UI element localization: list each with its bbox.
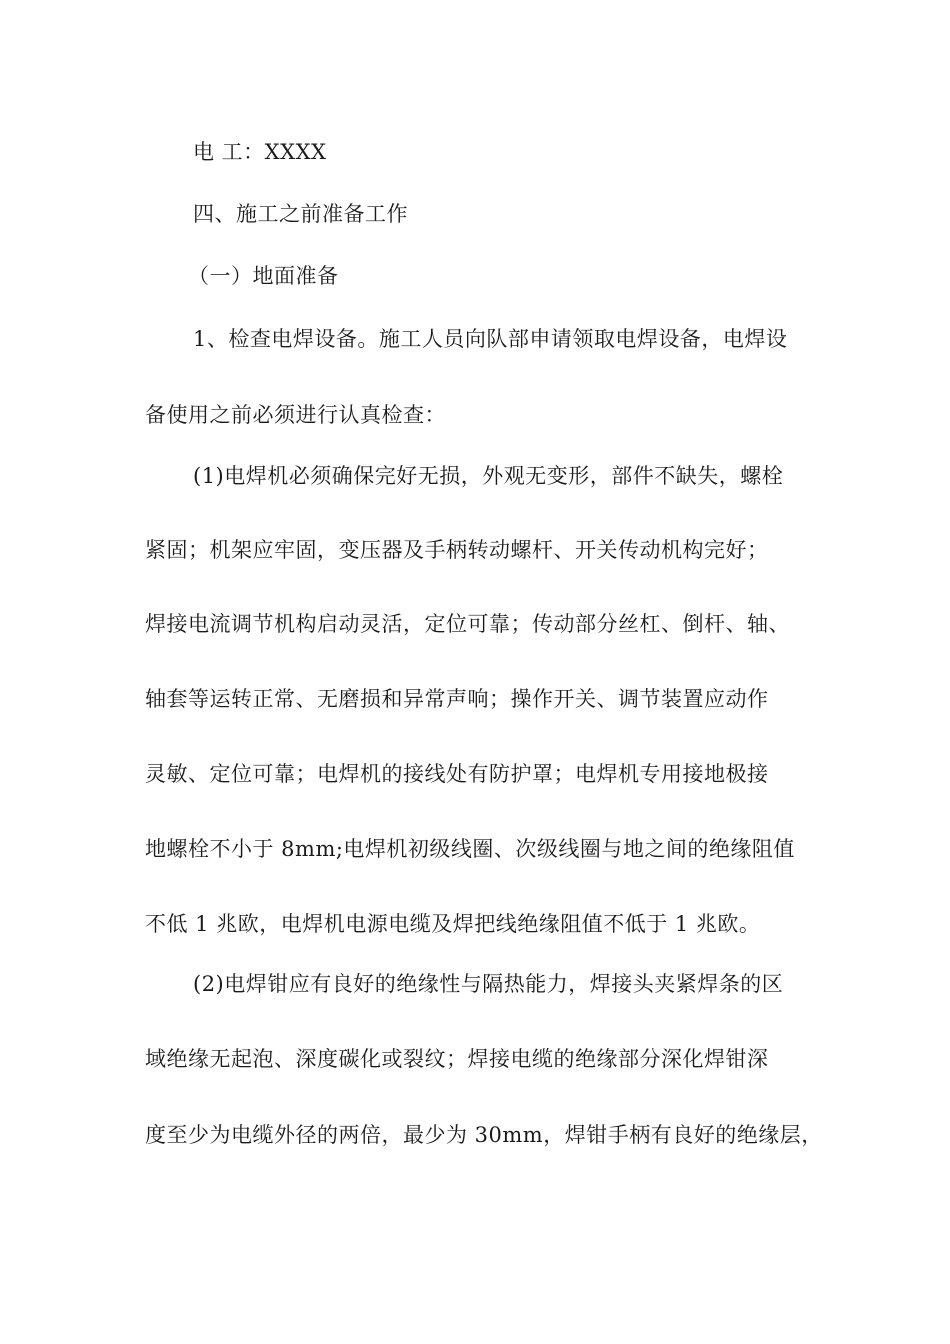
paragraph-line: 域绝缘无起泡、深度碳化或裂纹；焊接电缆的绝缘部分深化焊钳深: [145, 1047, 769, 1071]
paragraph-line: 地螺栓不小于 8mm;电焊机初级线圈、次级线圈与地之间的绝缘阻值: [145, 837, 795, 861]
paragraph-line: 紧固；机架应牢固，变压器及手柄转动螺杆、开关传动机构完好；: [145, 538, 769, 562]
paragraph-line: 焊接电流调节机构启动灵活，定位可靠；传动部分丝杠、倒杆、轴、: [145, 612, 790, 636]
paragraph-line: 轴套等运转正常、无磨损和异常声响；操作开关、调节装置应动作: [145, 687, 769, 711]
paragraph-line: 不低 1 兆欧，电焊机电源电缆及焊把线绝缘阻值不低于 1 兆欧。: [145, 912, 761, 936]
paragraph-line: 度至少为电缆外径的两倍，最少为 30mm，焊钳手柄有良好的绝缘层，: [145, 1123, 823, 1147]
paragraph-line: (1)电焊机必须确保完好无损，外观无变形，部件不缺失，螺栓: [193, 464, 784, 488]
paragraph-line: 灵敏、定位可靠；电焊机的接线处有防护罩；电焊机专用接地极接: [145, 762, 769, 786]
paragraph-line: 备使用之前必须进行认真检查：: [145, 403, 446, 427]
paragraph-line: (2)电焊钳应有良好的绝缘性与隔热能力，焊接头夹紧焊条的区: [193, 972, 784, 996]
paragraph-line: 1、检查电焊设备。施工人员向队部申请领取电焊设备，电焊设: [193, 327, 788, 351]
section-heading: 四、施工之前准备工作: [193, 202, 408, 226]
subsection-heading: （一）地面准备: [188, 264, 339, 288]
electrician-line: 电 工：XXXX: [193, 140, 327, 164]
